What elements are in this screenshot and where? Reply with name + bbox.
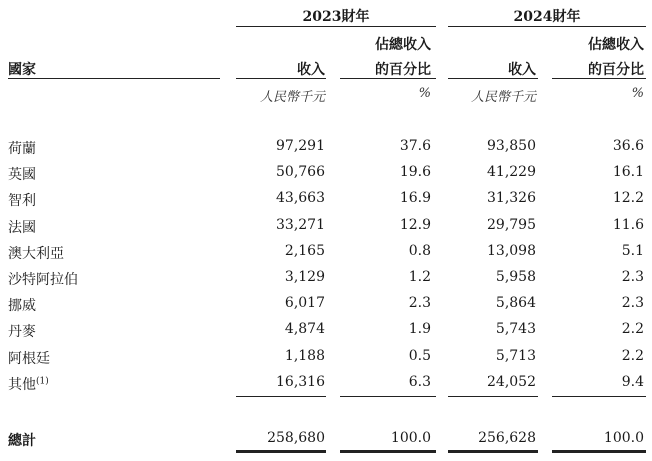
row-rev2024: 5,864 <box>495 295 536 311</box>
row-pct2024: 36.6 <box>612 138 644 154</box>
row-rev2024: 13,098 <box>487 243 536 259</box>
total-pct2024: 100.0 <box>603 430 644 446</box>
row-pct2023: 12.9 <box>399 217 431 233</box>
row-pct2024: 2.2 <box>621 321 644 337</box>
year-2023-header: 2023財年 <box>302 9 370 25</box>
row-rev2023: 33,271 <box>276 217 325 233</box>
row-rev2024: 93,850 <box>487 138 536 154</box>
row-country-label: 澳大利亞 <box>8 246 64 262</box>
row-pct2023: 2.3 <box>408 295 431 311</box>
unit-rmb-2023: 人民幣千元 <box>259 90 325 105</box>
unit-pct-2024: % <box>631 86 644 101</box>
pct-header-2023-line1: 佔總收入 <box>375 37 431 53</box>
country-header-rule <box>8 78 220 79</box>
row-pct2023: 0.5 <box>408 348 431 364</box>
subtotal-rule-rev2024 <box>448 396 538 397</box>
revenue-header-2024: 收入 <box>508 62 536 78</box>
row-pct2023: 16.9 <box>399 190 431 206</box>
country-header: 國家 <box>8 62 36 78</box>
total-rev2024: 256,628 <box>478 430 536 446</box>
row-country-label: 法國 <box>8 220 36 236</box>
year-2024-rule <box>448 26 646 27</box>
row-rev2023: 3,129 <box>284 269 325 285</box>
pct-header-2024-line2: 的百分比 <box>588 62 644 78</box>
row-pct2024: 11.6 <box>612 217 644 233</box>
revenue-2023-header-rule <box>236 78 326 79</box>
revenue-2024-header-rule <box>448 78 538 79</box>
total-rev2023: 258,680 <box>267 430 325 446</box>
row-rev2023: 2,165 <box>284 243 325 259</box>
pct-header-2024-line1: 佔總收入 <box>588 37 644 53</box>
unit-rmb-2024: 人民幣千元 <box>470 90 536 105</box>
total-label: 總計 <box>8 433 36 449</box>
row-pct2024: 9.4 <box>621 374 644 390</box>
row-rev2024: 29,795 <box>487 217 536 233</box>
subtotal-rule-pct2024 <box>552 396 646 397</box>
row-country-label: 丹麥 <box>8 324 36 340</box>
row-pct2024: 2.3 <box>621 269 644 285</box>
row-pct2023: 6.3 <box>408 374 431 390</box>
pct-2023-header-rule <box>340 78 436 79</box>
row-pct2024: 12.2 <box>612 190 644 206</box>
row-country-label: 荷蘭 <box>8 141 36 157</box>
row-rev2023: 1,188 <box>284 348 325 364</box>
pct-header-2023-line2: 的百分比 <box>375 62 431 78</box>
row-rev2023: 4,874 <box>284 321 325 337</box>
year-2023-rule <box>236 26 436 27</box>
row-rev2024: 24,052 <box>487 374 536 390</box>
row-country-label: 阿根廷 <box>8 351 50 367</box>
row-rev2023: 6,017 <box>284 295 325 311</box>
row-country-label: 英國 <box>8 167 36 183</box>
total-rule-pct2023 <box>340 450 436 453</box>
row-country-label: 沙特阿拉伯 <box>8 272 78 288</box>
row-pct2023: 37.6 <box>399 138 431 154</box>
row-rev2023: 50,766 <box>276 164 325 180</box>
subtotal-rule-rev2023 <box>236 396 326 397</box>
row-pct2024: 2.3 <box>621 295 644 311</box>
row-country-label: 挪威 <box>8 298 36 314</box>
revenue-header-2023: 收入 <box>297 62 325 78</box>
footnote-marker: (1) <box>36 376 49 387</box>
row-rev2024: 41,229 <box>487 164 536 180</box>
row-rev2024: 5,713 <box>495 348 536 364</box>
row-country-label: 智利 <box>8 193 36 209</box>
total-pct2023: 100.0 <box>390 430 431 446</box>
row-rev2024: 31,326 <box>487 190 536 206</box>
row-rev2023: 97,291 <box>276 138 325 154</box>
row-pct2023: 1.2 <box>408 269 431 285</box>
row-pct2023: 1.9 <box>408 321 431 337</box>
row-pct2023: 19.6 <box>399 164 431 180</box>
row-country-label: 其他$^{(1)}$ <box>8 376 49 393</box>
row-rev2023: 16,316 <box>276 374 325 390</box>
row-rev2024: 5,743 <box>495 321 536 337</box>
row-rev2024: 5,958 <box>495 269 536 285</box>
subtotal-rule-pct2023 <box>340 396 436 397</box>
pct-2024-header-rule <box>552 78 646 79</box>
total-rule-rev2024 <box>448 450 538 453</box>
total-rule-pct2024 <box>552 450 646 453</box>
total-rule-rev2023 <box>236 450 326 453</box>
unit-pct-2023: % <box>418 86 431 101</box>
row-rev2023: 43,663 <box>276 190 325 206</box>
row-pct2024: 2.2 <box>621 348 644 364</box>
year-2024-header: 2024財年 <box>513 9 581 25</box>
row-pct2023: 0.8 <box>408 243 431 259</box>
row-pct2024: 16.1 <box>612 164 644 180</box>
row-pct2024: 5.1 <box>621 243 644 259</box>
